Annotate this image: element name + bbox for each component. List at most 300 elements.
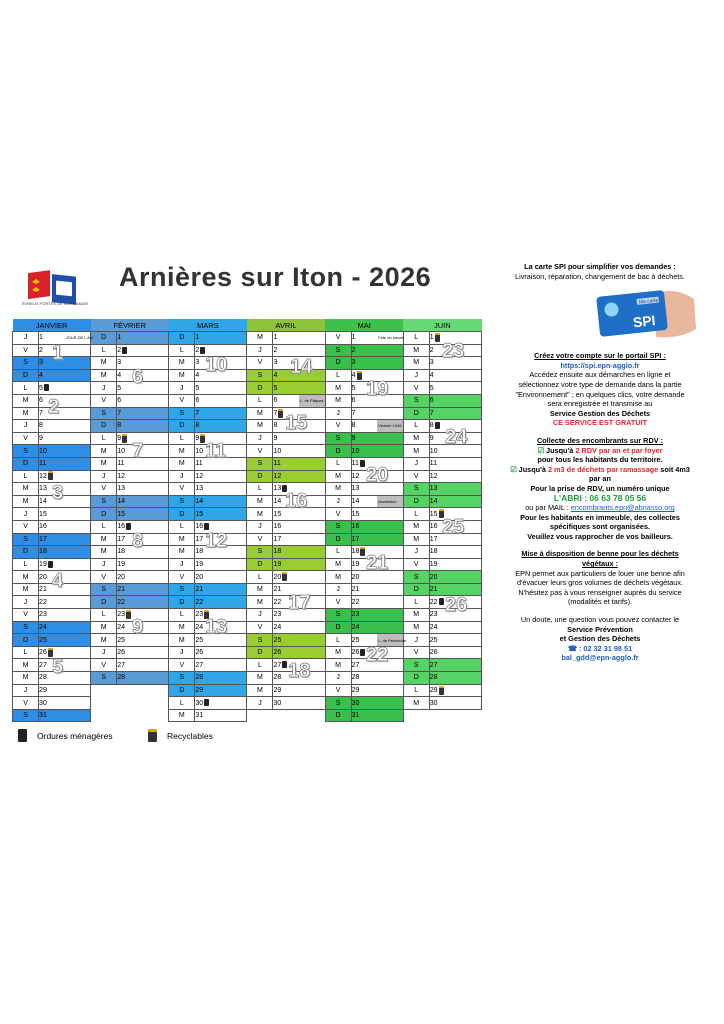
day-letter: J: [403, 546, 429, 559]
day-number: 13: [39, 483, 65, 496]
recycling-bin-icon: [122, 434, 127, 443]
legend-recycling-label: Recyclables: [167, 730, 213, 741]
day-cell: [143, 621, 169, 634]
day-letter: L: [91, 432, 117, 445]
calendar-row: [13, 470, 482, 483]
bulky-line-a: [484, 446, 716, 456]
day-number: 23: [351, 609, 377, 622]
day-number-text: 5: [39, 384, 43, 392]
day-letter: M: [403, 697, 429, 710]
day-number: 22: [117, 596, 143, 609]
day-number: 26: [273, 646, 299, 659]
day-letter: D: [13, 369, 39, 382]
day-cell: [455, 659, 481, 672]
day-letter: D: [247, 382, 273, 395]
day-number: 24: [351, 621, 377, 634]
day-letter: J: [247, 344, 273, 357]
day-cell: [221, 382, 247, 395]
bulky-c1: Pour la prise de RDV, un numéro unique: [530, 483, 670, 493]
day-cell: [377, 533, 403, 546]
recycling-bin-icon: [282, 572, 287, 581]
day-letter: D: [247, 470, 273, 483]
day-letter: J: [91, 470, 117, 483]
day-cell: [299, 697, 325, 710]
day-number: 17: [195, 533, 221, 546]
day-cell: [65, 596, 91, 609]
calendar-row: [13, 709, 482, 722]
day-cell: [221, 672, 247, 685]
day-cell: [221, 483, 247, 496]
day-number: 24: [195, 621, 221, 634]
household-bin-icon: [126, 523, 131, 530]
day-cell: [65, 659, 91, 672]
day-number: 7: [195, 407, 221, 420]
recycling-bin-icon: [126, 610, 131, 619]
day-number: 15: [351, 508, 377, 521]
calendar-row: [13, 583, 482, 596]
day-number: 3: [195, 357, 221, 370]
week-number: 17: [288, 592, 311, 614]
calendar-row: [13, 672, 482, 685]
day-letter: D: [169, 332, 195, 345]
day-number: 27: [351, 659, 377, 672]
day-number-text: 2: [195, 346, 200, 354]
day-letter: M: [403, 533, 429, 546]
day-letter: M: [403, 357, 429, 370]
day-letter: D: [13, 546, 39, 559]
day-number: 19: [351, 558, 377, 571]
day-number: 3: [117, 357, 143, 370]
day-letter: L: [403, 596, 429, 609]
day-letter: L: [247, 571, 273, 584]
day-letter: J: [13, 684, 39, 697]
day-letter: V: [91, 394, 117, 407]
day-letter: M: [13, 407, 39, 420]
household-bin-icon: [122, 347, 127, 354]
calendar-row: [13, 609, 482, 622]
calendar-row: [13, 382, 482, 395]
bulky-a1: Jusqu'à: [546, 445, 576, 455]
day-cell: [65, 697, 91, 710]
day-letter: D: [325, 445, 351, 458]
day-cell: [143, 457, 169, 470]
day-letter: D: [325, 621, 351, 634]
day-cell: [221, 596, 247, 609]
day-cell: [65, 609, 91, 622]
day-letter: S: [13, 357, 39, 370]
day-cell: [299, 646, 325, 659]
day-number: 29: [195, 684, 221, 697]
day-letter: L: [13, 382, 39, 395]
day-cell: [377, 407, 403, 420]
day-letter: J: [13, 332, 39, 345]
day-letter: M: [325, 483, 351, 496]
day-cell: [221, 558, 247, 571]
day-number: 15: [273, 508, 299, 521]
calendar-row: [13, 596, 482, 609]
day-letter: D: [403, 407, 429, 420]
day-cell: [65, 432, 91, 445]
day-number: 1: [39, 332, 65, 345]
day-number: 10: [39, 445, 65, 458]
day-letter: D: [247, 646, 273, 659]
calendar-row: [13, 659, 482, 672]
day-number: 1: [117, 332, 143, 345]
day-cell: [143, 432, 169, 445]
day-number: 19: [117, 558, 143, 571]
household-bin-icon: [44, 384, 49, 391]
day-cell: [455, 571, 481, 584]
day-letter: D: [169, 420, 195, 433]
empty-cell: [247, 709, 325, 722]
day-letter: J: [91, 382, 117, 395]
day-letter: M: [247, 420, 273, 433]
month-header-mar: MARS: [169, 319, 247, 332]
day-number: 12: [195, 470, 221, 483]
day-letter: L: [247, 483, 273, 496]
day-letter: V: [247, 621, 273, 634]
day-number: 6: [195, 394, 221, 407]
day-letter: M: [169, 357, 195, 370]
day-letter: M: [325, 571, 351, 584]
day-number-text: 22: [429, 598, 438, 606]
day-cell: [143, 583, 169, 596]
day-cell: [221, 407, 247, 420]
week-number: 9: [132, 616, 144, 638]
day-letter: S: [247, 457, 273, 470]
day-letter: S: [403, 394, 429, 407]
day-cell: [299, 684, 325, 697]
day-letter: D: [325, 709, 351, 722]
day-letter: S: [403, 659, 429, 672]
day-cell: [221, 684, 247, 697]
account-title: Créez votre compte sur le portail SPI :: [534, 351, 666, 361]
day-number: 17: [351, 533, 377, 546]
day-number-text: 16: [117, 523, 125, 531]
calendar-row: [13, 483, 482, 496]
day-letter: S: [13, 445, 39, 458]
week-number: 4: [52, 570, 64, 592]
day-letter: S: [325, 697, 351, 710]
day-cell: [65, 508, 91, 521]
day-number: 17: [39, 533, 65, 546]
recycling-bin-icon: [357, 371, 362, 380]
day-letter: V: [13, 432, 39, 445]
day-cell: [299, 394, 325, 407]
day-cell: [299, 546, 325, 559]
account-url[interactable]: https://spi.epn-agglo.fr: [560, 360, 640, 370]
day-number: 31: [195, 709, 221, 722]
week-number: 24: [445, 426, 468, 448]
day-cell: [143, 357, 169, 370]
day-number: 9: [273, 432, 299, 445]
day-letter: S: [13, 533, 39, 546]
holiday-label: JOUR DE L'AN: [65, 335, 93, 341]
day-letter: D: [325, 533, 351, 546]
day-cell: [221, 571, 247, 584]
account-line-1: Accédez ensuite aux démarches en ligne et: [529, 370, 671, 380]
day-cell: [455, 558, 481, 571]
week-number: 20: [366, 464, 389, 486]
day-cell: [65, 546, 91, 559]
day-number: 13: [351, 483, 377, 496]
day-letter: J: [13, 596, 39, 609]
calendar-row: [13, 697, 482, 710]
bulky-a3: pour tous les habitants du territoire.: [537, 455, 663, 465]
day-number: 28: [39, 672, 65, 685]
day-number: 3: [273, 357, 299, 370]
day-number: 21: [429, 583, 455, 596]
day-cell: [65, 495, 91, 508]
day-cell: [455, 495, 481, 508]
day-number: 22: [195, 596, 221, 609]
day-number: 19: [195, 558, 221, 571]
day-cell: [65, 520, 91, 533]
day-letter: D: [325, 357, 351, 370]
day-cell: [143, 483, 169, 496]
day-letter: M: [169, 709, 195, 722]
day-number: 6: [429, 394, 455, 407]
bulky-b1: Jusqu'à: [518, 464, 548, 474]
calendar-row: [13, 432, 482, 445]
day-number-text: 23: [117, 611, 125, 619]
recycling-bin-icon: [278, 409, 283, 418]
day-number: 23: [39, 609, 65, 622]
day-letter: J: [91, 558, 117, 571]
day-number: 6: [351, 394, 377, 407]
day-number: 10: [117, 445, 143, 458]
calendar-body: [13, 332, 482, 722]
calendar-row: [13, 684, 482, 697]
day-cell: [65, 344, 91, 357]
day-number: 5: [117, 382, 143, 395]
day-cell: [377, 596, 403, 609]
household-bin-icon: [360, 460, 365, 467]
day-letter: L: [169, 609, 195, 622]
day-cell: [143, 634, 169, 647]
day-letter: L: [91, 609, 117, 622]
week-number: 7: [132, 440, 144, 462]
calendar-row: [13, 495, 482, 508]
day-cell: [377, 684, 403, 697]
day-cell: [377, 609, 403, 622]
day-cell: [299, 457, 325, 470]
household-bin-icon: [282, 661, 287, 668]
day-cell: [65, 420, 91, 433]
green-line-1: EPN permet aux particuliers de louer une benne afin: [515, 568, 685, 578]
day-number-text: 26: [351, 649, 360, 657]
day-cell: [65, 470, 91, 483]
day-number: 11: [117, 457, 143, 470]
day-number: [39, 470, 65, 483]
day-number: 14: [195, 495, 221, 508]
day-letter: M: [13, 394, 39, 407]
day-number: 9: [429, 432, 455, 445]
day-cell: [143, 533, 169, 546]
day-cell: [377, 621, 403, 634]
month-header-avr: AVRIL: [247, 319, 325, 332]
day-letter: S: [247, 634, 273, 647]
day-letter: L: [403, 332, 429, 345]
day-cell: [455, 546, 481, 559]
day-letter: J: [247, 520, 273, 533]
day-number: 17: [429, 533, 455, 546]
day-letter: J: [13, 420, 39, 433]
bulky-phone[interactable]: L'ABRI : 06 63 78 05 56: [553, 492, 647, 503]
day-cell: [299, 332, 325, 345]
day-letter: S: [91, 495, 117, 508]
day-letter: J: [91, 646, 117, 659]
day-letter: M: [325, 470, 351, 483]
day-letter: L: [325, 369, 351, 382]
day-number: 8: [351, 420, 377, 433]
day-cell: [455, 672, 481, 685]
calendar-row: [13, 558, 482, 571]
empty-cell: [91, 684, 169, 697]
calendar-row: [13, 533, 482, 546]
calendar-row: [13, 445, 482, 458]
day-letter: L: [13, 558, 39, 571]
day-letter: J: [169, 470, 195, 483]
holiday-label: Fête du travail: [378, 335, 404, 341]
day-letter: M: [13, 659, 39, 672]
day-cell: [65, 457, 91, 470]
green-title-1: Mise à disposition de benne pour les déchets: [521, 549, 679, 559]
day-letter: S: [325, 609, 351, 622]
day-number: 16: [273, 520, 299, 533]
day-number: 21: [195, 583, 221, 596]
day-letter: M: [403, 609, 429, 622]
day-letter: S: [325, 432, 351, 445]
day-letter: V: [247, 357, 273, 370]
day-cell: [65, 332, 91, 345]
day-cell: [299, 621, 325, 634]
contact-mail[interactable]: bal_gdd@epn-agglo.fr: [561, 653, 639, 663]
day-number: 23: [273, 609, 299, 622]
day-letter: J: [169, 558, 195, 571]
day-letter: M: [247, 583, 273, 596]
day-number: 18: [273, 546, 299, 559]
day-letter: M: [325, 558, 351, 571]
calendar-row: [13, 571, 482, 584]
day-number-text: 16: [195, 523, 204, 531]
legend-household: [18, 729, 113, 742]
day-number: 11: [39, 457, 65, 470]
week-number: 6: [132, 366, 144, 388]
logo-caption: ÉVREUX PORTES DE NORMANDIE: [22, 301, 89, 306]
week-number: 18: [288, 660, 311, 682]
holiday-label: L. de Pentecôte: [378, 637, 407, 643]
day-letter: D: [91, 332, 117, 345]
recycling-bin-icon: [435, 333, 440, 342]
day-cell: [377, 344, 403, 357]
day-cell: [143, 571, 169, 584]
day-number-text: 4: [351, 372, 356, 380]
day-number: 28: [429, 672, 455, 685]
day-letter: L: [247, 394, 273, 407]
day-number: 3: [351, 357, 377, 370]
day-letter: D: [169, 596, 195, 609]
recycling-bin-icon: [360, 547, 365, 556]
bulky-d3: Veuillez vous rapprocher de vos bailleurs.: [527, 531, 673, 541]
day-number: 24: [429, 621, 455, 634]
day-number: 21: [39, 583, 65, 596]
day-letter: M: [91, 457, 117, 470]
bulky-line-b: [484, 465, 716, 475]
day-letter: M: [247, 596, 273, 609]
day-letter: M: [169, 634, 195, 647]
day-number: 14: [273, 495, 299, 508]
day-letter: M: [13, 571, 39, 584]
day-letter: M: [91, 445, 117, 458]
day-cell: [65, 634, 91, 647]
week-number: 14: [290, 356, 313, 378]
green-line-2: d'évacuer leurs gros volumes de déchets végétaux.: [516, 578, 684, 588]
day-number: 12: [351, 470, 377, 483]
day-letter: V: [403, 646, 429, 659]
day-number: 27: [195, 659, 221, 672]
day-cell: [143, 659, 169, 672]
day-number-text: 9: [117, 435, 122, 443]
day-number: 30: [429, 697, 455, 710]
day-cell: [65, 357, 91, 370]
spi-intro: La carte SPI pour simplifier vos demandes :: [524, 262, 676, 271]
day-letter: D: [169, 508, 195, 521]
day-number: 15: [39, 508, 65, 521]
day-cell: [143, 646, 169, 659]
contact-phone[interactable]: ☎ : 02 32 31 98 51: [567, 643, 633, 653]
day-number: 24: [117, 621, 143, 634]
day-number: 21: [351, 583, 377, 596]
day-number: 10: [351, 445, 377, 458]
day-letter: M: [403, 344, 429, 357]
day-number: 4: [195, 369, 221, 382]
day-cell: [65, 445, 91, 458]
day-letter: L: [247, 659, 273, 672]
calendar-row: [13, 621, 482, 634]
day-cell: [377, 508, 403, 521]
day-cell: [299, 445, 325, 458]
day-number: 6: [39, 394, 65, 407]
day-number: 16: [429, 520, 455, 533]
calendar-row: [13, 394, 482, 407]
empty-cell: [91, 709, 169, 722]
day-letter: J: [247, 697, 273, 710]
day-letter: V: [403, 558, 429, 571]
day-letter: J: [169, 382, 195, 395]
day-letter: V: [169, 394, 195, 407]
day-cell: [65, 672, 91, 685]
day-number: 30: [39, 697, 65, 710]
day-cell: [221, 332, 247, 345]
account-line-2: sélectionnez votre type de demande dans la partie: [518, 379, 682, 389]
day-number: 29: [39, 684, 65, 697]
day-number: 19: [273, 558, 299, 571]
day-cell: [377, 672, 403, 685]
household-bin-icon: [435, 422, 440, 429]
day-number: 2: [351, 344, 377, 357]
day-letter: J: [247, 609, 273, 622]
day-number: 28: [273, 672, 299, 685]
day-letter: L: [13, 646, 39, 659]
day-number: 6: [117, 394, 143, 407]
day-cell: [143, 520, 169, 533]
day-number: 18: [429, 546, 455, 559]
day-cell: [65, 621, 91, 634]
bulky-mail-link[interactable]: encombrants.epn@abriasso.org: [570, 503, 675, 513]
day-number: 27: [429, 659, 455, 672]
day-letter: M: [91, 533, 117, 546]
